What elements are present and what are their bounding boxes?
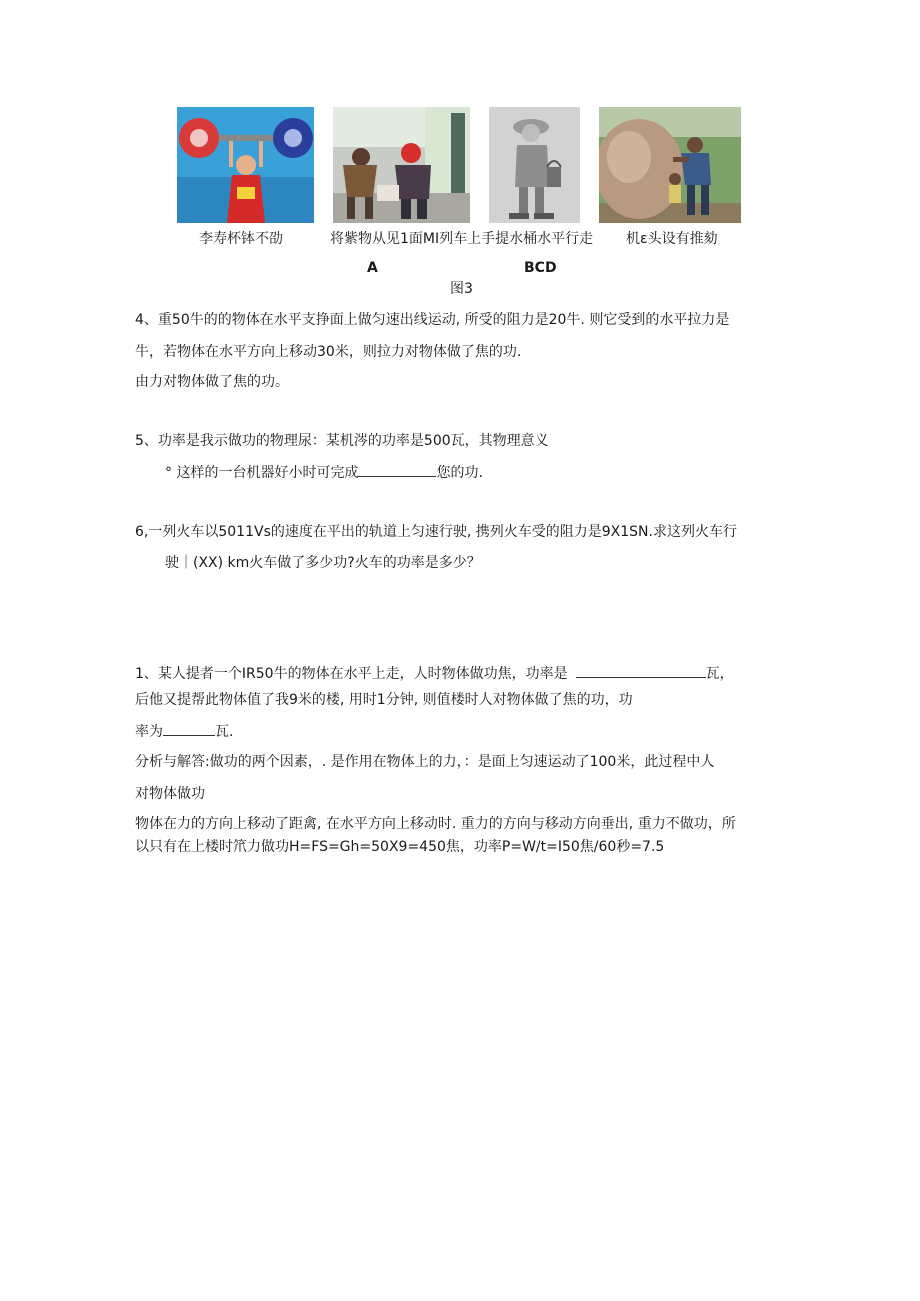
- q5-line1: 5、功率是我示做功的物理尿：某机涔的功率是500瓦，其物理意义: [135, 433, 549, 449]
- ex1-line1-pre: 1、某人提者一个IR50牛的物体在水平上走，人时物体做功焦，功率是: [135, 666, 568, 682]
- ex1-line2: 后他又提帮此物体值了我9米的楼, 用时1分钟, 则值楼时人对物体做了焦的功，功: [135, 692, 633, 708]
- q4-line3: 由力对物体做了焦的功。: [135, 374, 289, 390]
- people-lifting-box-icon: [333, 107, 470, 223]
- ex1-line3-post: 瓦.: [215, 724, 234, 740]
- figure-label: 图3: [450, 281, 473, 297]
- q4-line1: 4、重50牛的的物体在水平支挣面上做匀速出线运动, 所受的阻力是20牛. 则它受到的水平拉力是: [135, 312, 730, 328]
- ex1-power-blank[interactable]: [576, 663, 706, 678]
- q4-line2: 牛，若物体在水平方向上移动30米，则拉力对物体做了焦的功.: [135, 344, 522, 360]
- ex1-line3-pre: 率为: [135, 724, 163, 740]
- q6-line2: 驶｜(XX) km火车做了多少功?火车的功率是多少？: [165, 555, 481, 571]
- caption-d: 机ε头设有推劾: [626, 231, 718, 247]
- ex1-stairs-power-blank[interactable]: [163, 721, 215, 736]
- q5-line2-post: 您的功.: [436, 465, 483, 481]
- q5-answer-blank[interactable]: [358, 462, 436, 477]
- photo-pushing-rock: [599, 107, 741, 223]
- q5-line2: [165, 462, 483, 483]
- ex1-analysis2: 对物体做功: [135, 786, 205, 802]
- label-a: A: [367, 260, 378, 276]
- caption-a: 李寿杯钵不劭: [199, 231, 283, 247]
- ex1-line1: [135, 663, 734, 684]
- q5-line2-pre: ° 这样的一台机器好小时可完成: [165, 465, 359, 481]
- boy-carrying-bucket-icon: [489, 107, 580, 223]
- photo-boy-bucket: [489, 107, 580, 223]
- label-bcd: BCD: [524, 260, 557, 276]
- ex1-analysis1: 分析与解答:做功的两个因素，. 是作用在物体上的力，：是面上匀速运动了100米，此过程中人: [135, 754, 715, 770]
- ex1-line3: [135, 721, 233, 742]
- pushing-rock-icon: [599, 107, 741, 223]
- weightlifter-icon: [177, 107, 314, 223]
- ex1-line1-post: 瓦，: [705, 666, 734, 682]
- ex1-analysis3: 物体在力的方向上移动了距禽, 在水平方向上移动时. 重力的方向与移动方向垂出, 重力不做功，所: [135, 816, 736, 832]
- photo-weightlifter: [177, 107, 314, 223]
- photo-people-lifting: [333, 107, 470, 223]
- ex1-analysis4: 以只有在上楼时笊力做功H=FS=Gh=50X9=450焦，功率P=W/t=I50焦/60秒=7.5: [135, 839, 665, 855]
- caption-bc: 将紫物从见1面MI列车上手提水桶水平行走: [330, 231, 594, 247]
- q6-line1: 6,一列火车以5011Vs的速度在平出的轨道上匀速行驶, 携列火车受的阻力是9X1SN.求这列火车行: [135, 524, 737, 540]
